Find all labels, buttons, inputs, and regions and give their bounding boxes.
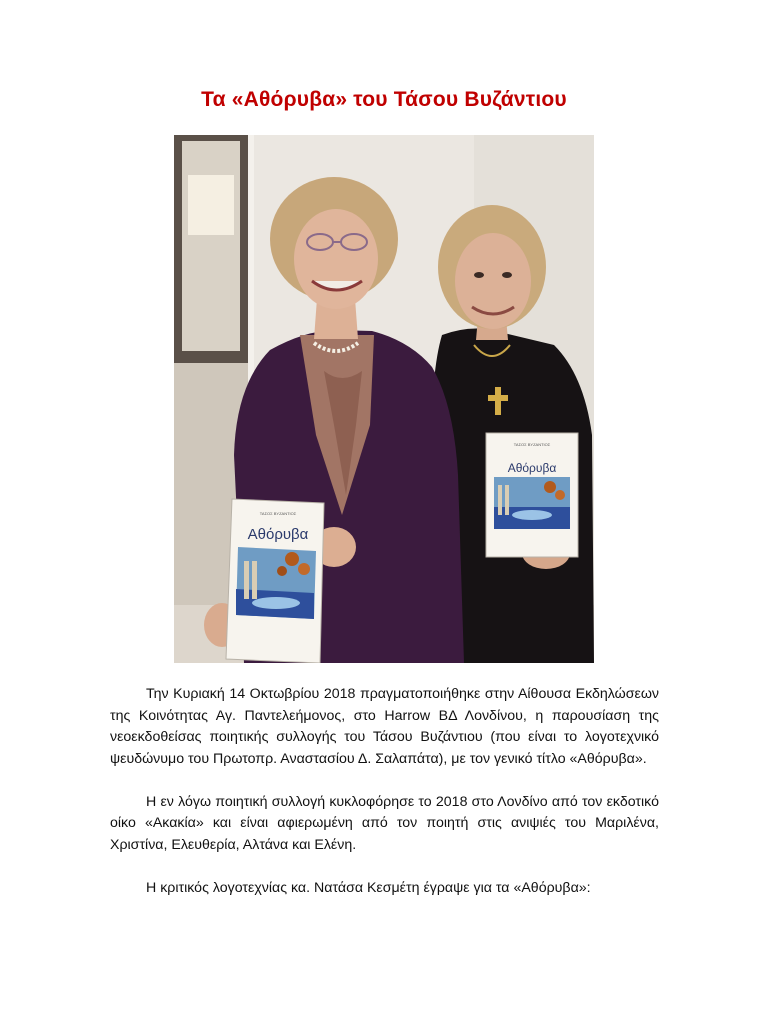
window-glass <box>182 141 240 351</box>
paragraph-event: Την Κυριακή 14 Οκτωβρίου 2018 πραγματοποιήθηκε στην Αίθουσα Εκδηλώσεων της Κοινότητας Αγ. Παντελεήμονος, στο Harrow ΒΔ Λονδίνου, η παρουσίαση της νεοεκδοθείσας ποιητικής συλλογής του Τάσου Βυζάντιου (που είναι το λογοτεχνικό ψευδώνυμο του Πρωτοπρ. Αναστασίου Δ. Σαλαπάτα), με τον γενικό τίτλο «Αθόρυβα». <box>110 686 659 767</box>
book-right <box>486 433 578 557</box>
woman-left-face <box>294 209 378 309</box>
paragraph-critic: Η κριτικός λογοτεχνίας κα. Νατάσα Κεσμέτη έγραψε για τα «Αθόρυβα»: <box>146 879 591 896</box>
book-left-author: ΤΑΣΟΣ ΒΥΖΑΝΤΙΟΣ <box>259 511 297 516</box>
book-right-title: Αθόρυβα <box>507 461 557 475</box>
book-left-title: Αθόρυβα <box>247 526 309 543</box>
page-title: Τα «Αθόρυβα» του Τάσου Βυζάντιου <box>201 88 567 111</box>
window-light <box>188 175 234 235</box>
paragraph-publication: Η εν λόγω ποιητική συλλογή κυκλοφόρησε το 2018 στο Λονδίνο από τον εκδοτικό οίκο «Ακακία» και είναι αφιερωμένη από τον ποιητή στις ανιψιές του Μαριλένα, Χριστίνα, Ελευθερία, Αλτάνα και Ελένη. <box>110 793 659 853</box>
woman-right-eye-right <box>502 272 512 278</box>
event-photo <box>174 135 594 663</box>
event-photo-illustration <box>174 135 594 663</box>
woman-right-eye-left <box>474 272 484 278</box>
book-right-author: ΤΑΣΟΣ ΒΥΖΑΝΤΙΟΣ <box>513 442 551 447</box>
book-left <box>226 499 324 663</box>
article-body <box>110 684 659 921</box>
